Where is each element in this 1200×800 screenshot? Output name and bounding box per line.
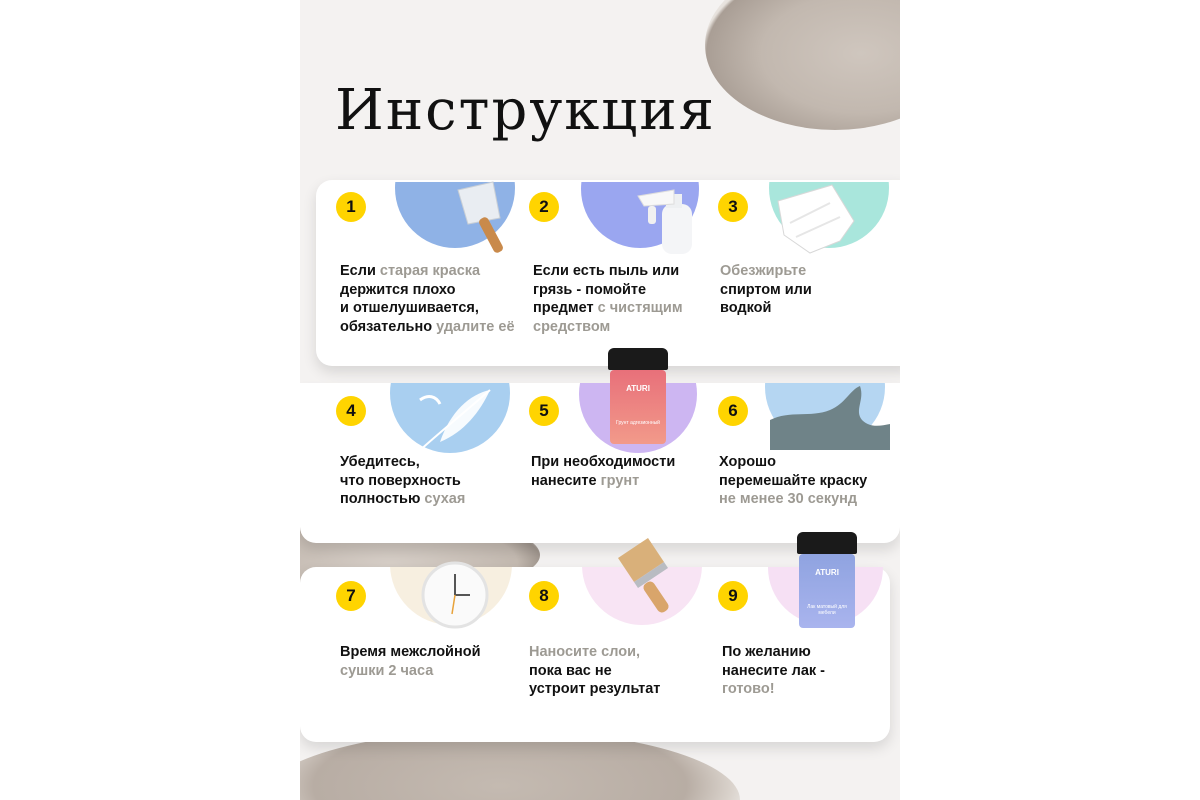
body-text: водкой [720,300,772,316]
description-line [719,472,867,491]
body-text: Если [340,263,380,279]
description-line [340,472,465,491]
description-line [722,680,825,699]
description-line [719,453,867,472]
description-line [529,643,660,662]
description-line [533,299,683,318]
jar-product-label: Грунт адгезионный [616,420,660,426]
scraper-icon [438,180,528,264]
description-line [340,643,481,662]
highlight-text: готово! [722,681,775,697]
step-2-number-badge: 2 [529,192,559,222]
clock-icon [420,560,490,634]
step-1-number-badge: 1 [336,192,366,222]
body-text: нанесите [531,472,601,489]
step-6-description [719,453,867,509]
description-line [533,318,683,337]
description-line [340,490,465,509]
step-5-description [531,453,675,490]
highlight-text: сухая [424,491,466,507]
body-text: По желанию [722,644,811,660]
jar-brand-label: ATURI [815,568,839,577]
body-text: Время межслойной [340,644,481,660]
body-text: что поверхность [340,472,461,489]
description-line [340,453,465,472]
paint-puddle-decoration [705,0,900,130]
step-7-description [340,643,481,680]
body-text: нанесите лак - [722,662,826,679]
body-text: грязь - помойте [533,281,647,298]
highlight-text: удалите её [436,318,515,335]
highlight-text: средством [533,318,611,335]
step-2-description [533,262,683,336]
varnish-jar-icon [797,532,857,630]
body-text: предмет [533,300,598,316]
step-1-description [340,262,515,336]
description-line [722,643,825,662]
step-7-number-badge: 7 [336,581,366,611]
spray-bottle-icon [618,182,708,266]
cloth-icon [770,183,860,267]
description-line [720,262,812,281]
description-line [531,453,675,472]
highlight-text: Обезжирьте [720,263,807,279]
body-text: Убедитесь, [340,454,420,470]
step-9-number-badge: 9 [718,581,748,611]
step-8-number-badge: 8 [529,581,559,611]
brush-icon [600,536,690,620]
body-text: пока вас не [529,662,612,679]
description-line [340,662,481,681]
step-4-description [340,453,465,509]
description-line [529,662,660,681]
highlight-text: Наносите слои, [529,644,641,660]
highlight-text: старая краска [379,263,481,279]
step-6-number-badge: 6 [718,396,748,426]
jar-brand-label: ATURI [626,384,650,393]
body-text: держится плохо [340,281,456,298]
body-text: спиртом или [720,281,812,298]
highlight-text: с чистящим [597,300,683,316]
body-text: Если есть пыль или [533,263,680,279]
step-3-number-badge: 3 [718,192,748,222]
description-line [720,299,812,318]
body-text: полностью [340,491,425,507]
body-text: перемешайте краску [719,472,868,489]
description-line [533,281,683,300]
instruction-poster [300,0,900,800]
description-line [529,680,660,699]
description-line [340,299,515,318]
highlight-text: сушки 2 часа [340,662,434,679]
body-text: Хорошо [719,454,776,470]
description-line [533,262,683,281]
step-9-description [722,643,825,699]
step-5-number-badge: 5 [529,396,559,426]
description-line [531,472,675,491]
description-line [340,318,515,337]
highlight-text: грунт [600,472,640,489]
description-line [719,490,867,509]
page-title: Инструкция [335,78,716,143]
jar-product-label: Лак матовый для мебели [807,604,847,616]
step-8-description [529,643,660,699]
paint-splash-icon [770,380,890,454]
body-text: и отшелушивается, [340,300,479,316]
body-text: При необходимости [531,454,676,470]
body-text: обязательно [340,318,437,335]
description-line [340,281,515,300]
step-3-description [720,262,812,318]
body-text: устроит результат [529,681,661,697]
description-line [720,281,812,300]
description-line [340,262,515,281]
primer-jar-icon [608,348,668,446]
step-4-number-badge: 4 [336,396,366,426]
highlight-text: не менее 30 секунд [719,491,858,507]
description-line [722,662,825,681]
